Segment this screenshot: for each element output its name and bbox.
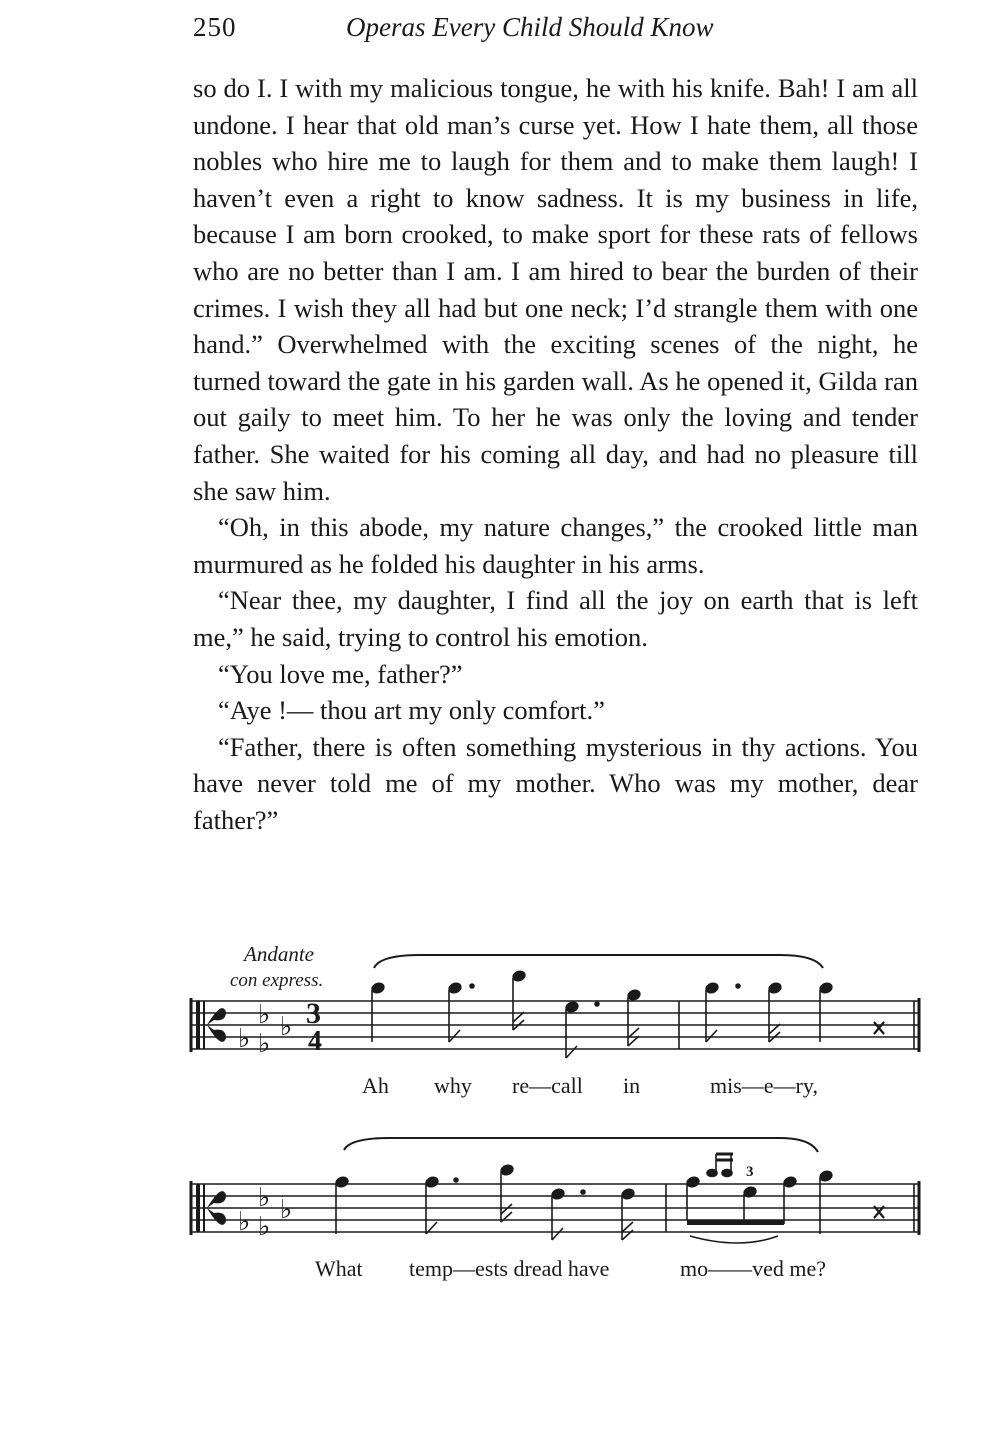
- grace-notes: [707, 1154, 733, 1177]
- time-signature-bottom: 4: [308, 1026, 322, 1057]
- note: [565, 1001, 599, 1058]
- note: [448, 982, 474, 1042]
- note: [783, 1176, 797, 1224]
- svg-text:♭: ♭: [238, 1207, 251, 1237]
- paragraph: “Oh, in this abode, my nature changes,” the crooked little man murmured as he folded his daughter in his arms.: [193, 512, 918, 579]
- lyric-syllable: What: [315, 1256, 363, 1281]
- tie: [690, 1236, 778, 1243]
- note: [743, 1186, 757, 1224]
- note: [500, 1164, 514, 1222]
- svg-text:♭: ♭: [258, 1212, 271, 1242]
- phrase-slur: [344, 1138, 818, 1152]
- staff-1: [191, 998, 919, 1052]
- c-clef: [196, 1001, 226, 1049]
- svg-text:♭: ♭: [280, 1195, 293, 1225]
- lyric-syllable: mis—e—ry,: [710, 1073, 818, 1098]
- svg-text:♭: ♭: [258, 1000, 271, 1030]
- lyric-syllable: why: [434, 1073, 472, 1098]
- page-header: [193, 12, 918, 52]
- page-number: 250: [193, 12, 237, 42]
- lyric-syllable: in: [623, 1073, 641, 1098]
- time-signature-top: 3: [306, 997, 321, 1030]
- note: [686, 1176, 700, 1220]
- running-title: Operas Every Child Should Know: [346, 12, 714, 42]
- note: [768, 982, 782, 1042]
- note: [627, 989, 641, 1046]
- note: [371, 982, 385, 1042]
- rest: [874, 1206, 884, 1218]
- paragraph: so do I. I with my malicious tongue, he with his knife. Bah! I am all undone. I hear that old man’s curse yet. How I hate them, all those nobles who hire me to laugh for them and to make them laugh! I haven’t even a right to know sadness. It is my business in life, because I am born crooked, to make sport for these rats of fellows who are no better than I am. I am hired to bear the burden of their crimes. I wish they all had but one neck; I’d strangle them with one hand.” Overwhelmed with the exciting scenes of the night, he turned toward the gate in his garden wall. As he opened it, Gilda ran out gaily to meet him. To her he was only the loving and tender father. She waited for his coming all day, and had no pleasure till she saw him.: [193, 73, 918, 506]
- tempo-marking: Andante: [244, 942, 314, 966]
- key-signature-flats: [238, 1183, 292, 1242]
- c-clef: [196, 1184, 226, 1232]
- staff-2: [191, 1181, 919, 1235]
- key-signature-flats: [238, 1000, 292, 1059]
- beam: [687, 1220, 784, 1225]
- note: [621, 1188, 635, 1240]
- svg-text:♭: ♭: [258, 1183, 271, 1213]
- phrase-slur: [374, 955, 823, 968]
- body-text: [193, 70, 918, 838]
- paragraph: “Aye !— thou art my only comfort.”: [218, 695, 605, 726]
- lyric-syllable: temp—ests dread have: [409, 1256, 610, 1281]
- paragraph: “You love me, father?”: [218, 658, 463, 689]
- paragraph: “Near thee, my daughter, I find all the joy on earth that is left me,” he said, trying to control his emotion.: [193, 585, 918, 652]
- note: [425, 1176, 458, 1234]
- note: [512, 970, 526, 1030]
- paragraph: “Father, there is often something mysterious in thy actions. You have never told me of my mother. Who was my mother, dear father?”: [193, 731, 918, 835]
- lyric-syllable: mo——ved me?: [680, 1256, 827, 1281]
- svg-text:♭: ♭: [238, 1024, 251, 1054]
- note: [819, 1170, 833, 1234]
- note: [335, 1176, 349, 1234]
- svg-text:♭: ♭: [280, 1012, 293, 1042]
- triplet-mark: 3: [746, 1164, 754, 1180]
- note: [705, 982, 740, 1042]
- rest: [874, 1022, 884, 1034]
- note: [819, 982, 833, 1042]
- lyric-syllable: re—call: [512, 1073, 583, 1098]
- expression-marking: con express.: [230, 970, 324, 991]
- lyric-syllable: Ah: [362, 1073, 389, 1098]
- svg-text:♭: ♭: [258, 1029, 271, 1059]
- note: [551, 1188, 585, 1240]
